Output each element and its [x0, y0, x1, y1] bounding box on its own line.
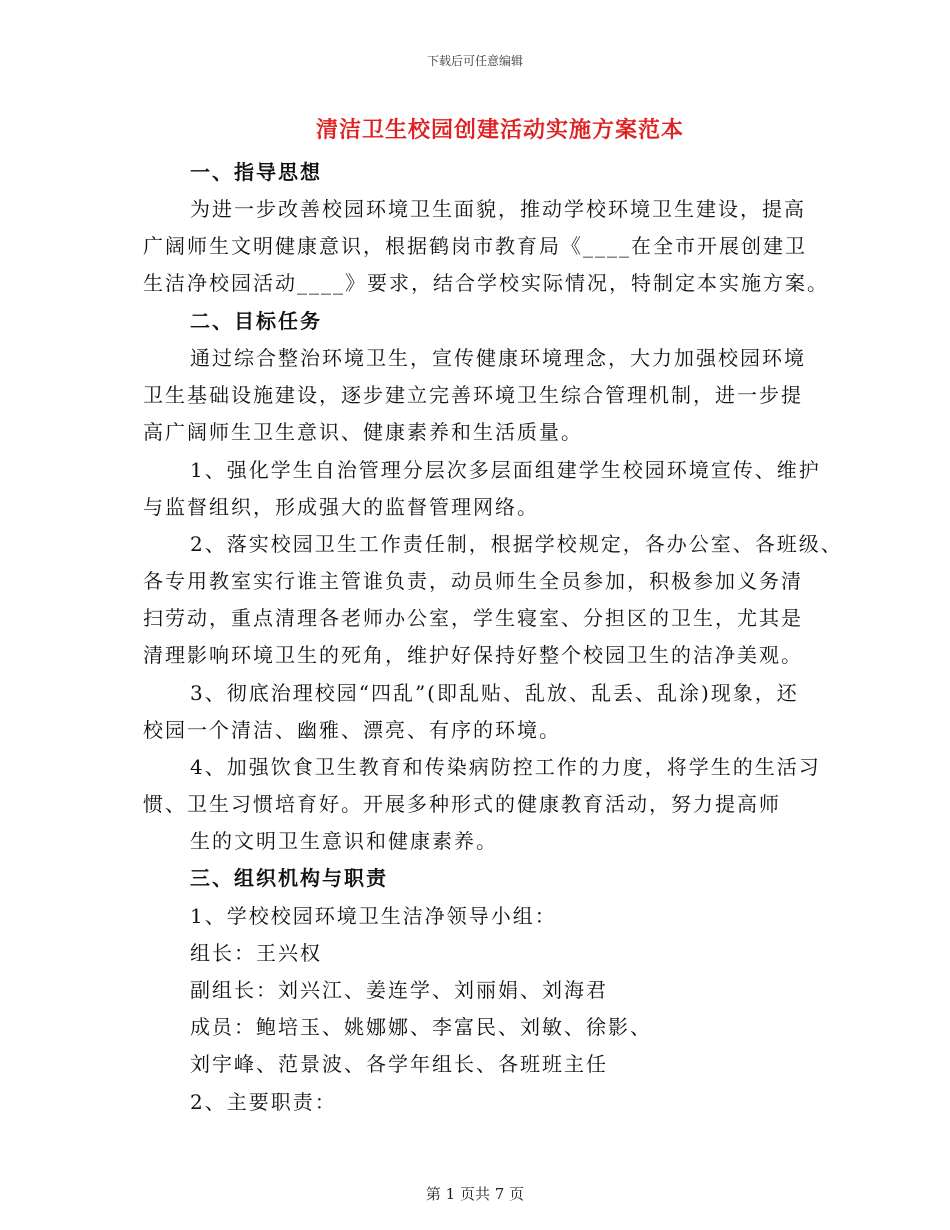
list-item-line: 2、主要职责： — [190, 1090, 337, 1114]
section-heading-guiding-ideology: 一、指导思想 — [190, 160, 322, 184]
section-heading-goals: 二、目标任务 — [190, 309, 322, 333]
deputy-leader-line: 副组长：刘兴江、姜连学、刘丽娟、刘海君 — [190, 978, 608, 1002]
list-item-line: 1、学校校园环境卫生洁净领导小组： — [190, 904, 557, 928]
list-item-line: 1、强化学生自治管理分层次多层面组建学生校园环境宣传、维护 — [190, 458, 821, 482]
section-heading-organization: 三、组织机构与职责 — [190, 866, 388, 890]
list-item-line: 惯、卫生习惯培育好。开展多种形式的健康教育活动，努力提高师 — [143, 792, 781, 816]
paragraph-line: 生洁净校园活动____》要求，结合学校实际情况，特制定本实施方案。 — [143, 271, 829, 295]
list-item-line: 校园一个清洁、幽雅、漂亮、有序的环境。 — [143, 718, 561, 742]
leader-line: 组长：王兴权 — [190, 941, 322, 965]
list-item-line: 4、加强饮食卫生教育和传染病防控工作的力度，将学生的生活习 — [190, 755, 821, 779]
members-line: 成员：鲍培玉、姚娜娜、李富民、刘敏、徐影、 — [190, 1015, 652, 1039]
paragraph-line: 卫生基础设施建设，逐步建立完善环境卫生综合管理机制，进一步提 — [143, 383, 803, 407]
list-item-line: 与监督组织，形成强大的监督管理网络。 — [143, 495, 539, 519]
list-item-line: 2、落实校园卫生工作责任制，根据学校规定，各办公室、各班级、 — [190, 532, 843, 556]
members-line: 刘宇峰、范景波、各学年组长、各班班主任 — [190, 1052, 608, 1076]
document-title: 清洁卫生校园创建活动实施方案范本 — [315, 117, 684, 143]
page-footer: 第 1 页共 7 页 — [425, 1185, 525, 1203]
list-item-line: 各专用教室实行谁主管谁负责，动员师生全员参加，积极参加义务清 — [143, 569, 803, 593]
list-item-line: 生的文明卫生意识和健康素养。 — [190, 829, 498, 853]
list-item-line: 扫劳动，重点清理各老师办公室，学生寝室、分担区的卫生，尤其是 — [143, 606, 803, 630]
page-header: 下载后可任意编辑 — [426, 54, 523, 68]
list-item-line: 清理影响环境卫生的死角，维护好保持好整个校园卫生的洁净美观。 — [143, 643, 803, 667]
list-item-line: 3、彻底治理校园“四乱”(即乱贴、乱放、乱丢、乱涂)现象，还 — [190, 681, 799, 705]
paragraph-line: 通过综合整治环境卫生，宣传健康环境理念，大力加强校园环境 — [190, 346, 806, 370]
paragraph-line: 高广阔师生卫生意识、健康素养和生活质量。 — [143, 420, 583, 444]
paragraph-line: 广阔师生文明健康意识，根据鹤岗市教育局《____在全市开展创建卫 — [143, 234, 807, 258]
paragraph-line: 为进一步改善校园环境卫生面貌，推动学校环境卫生建设，提高 — [190, 197, 806, 221]
